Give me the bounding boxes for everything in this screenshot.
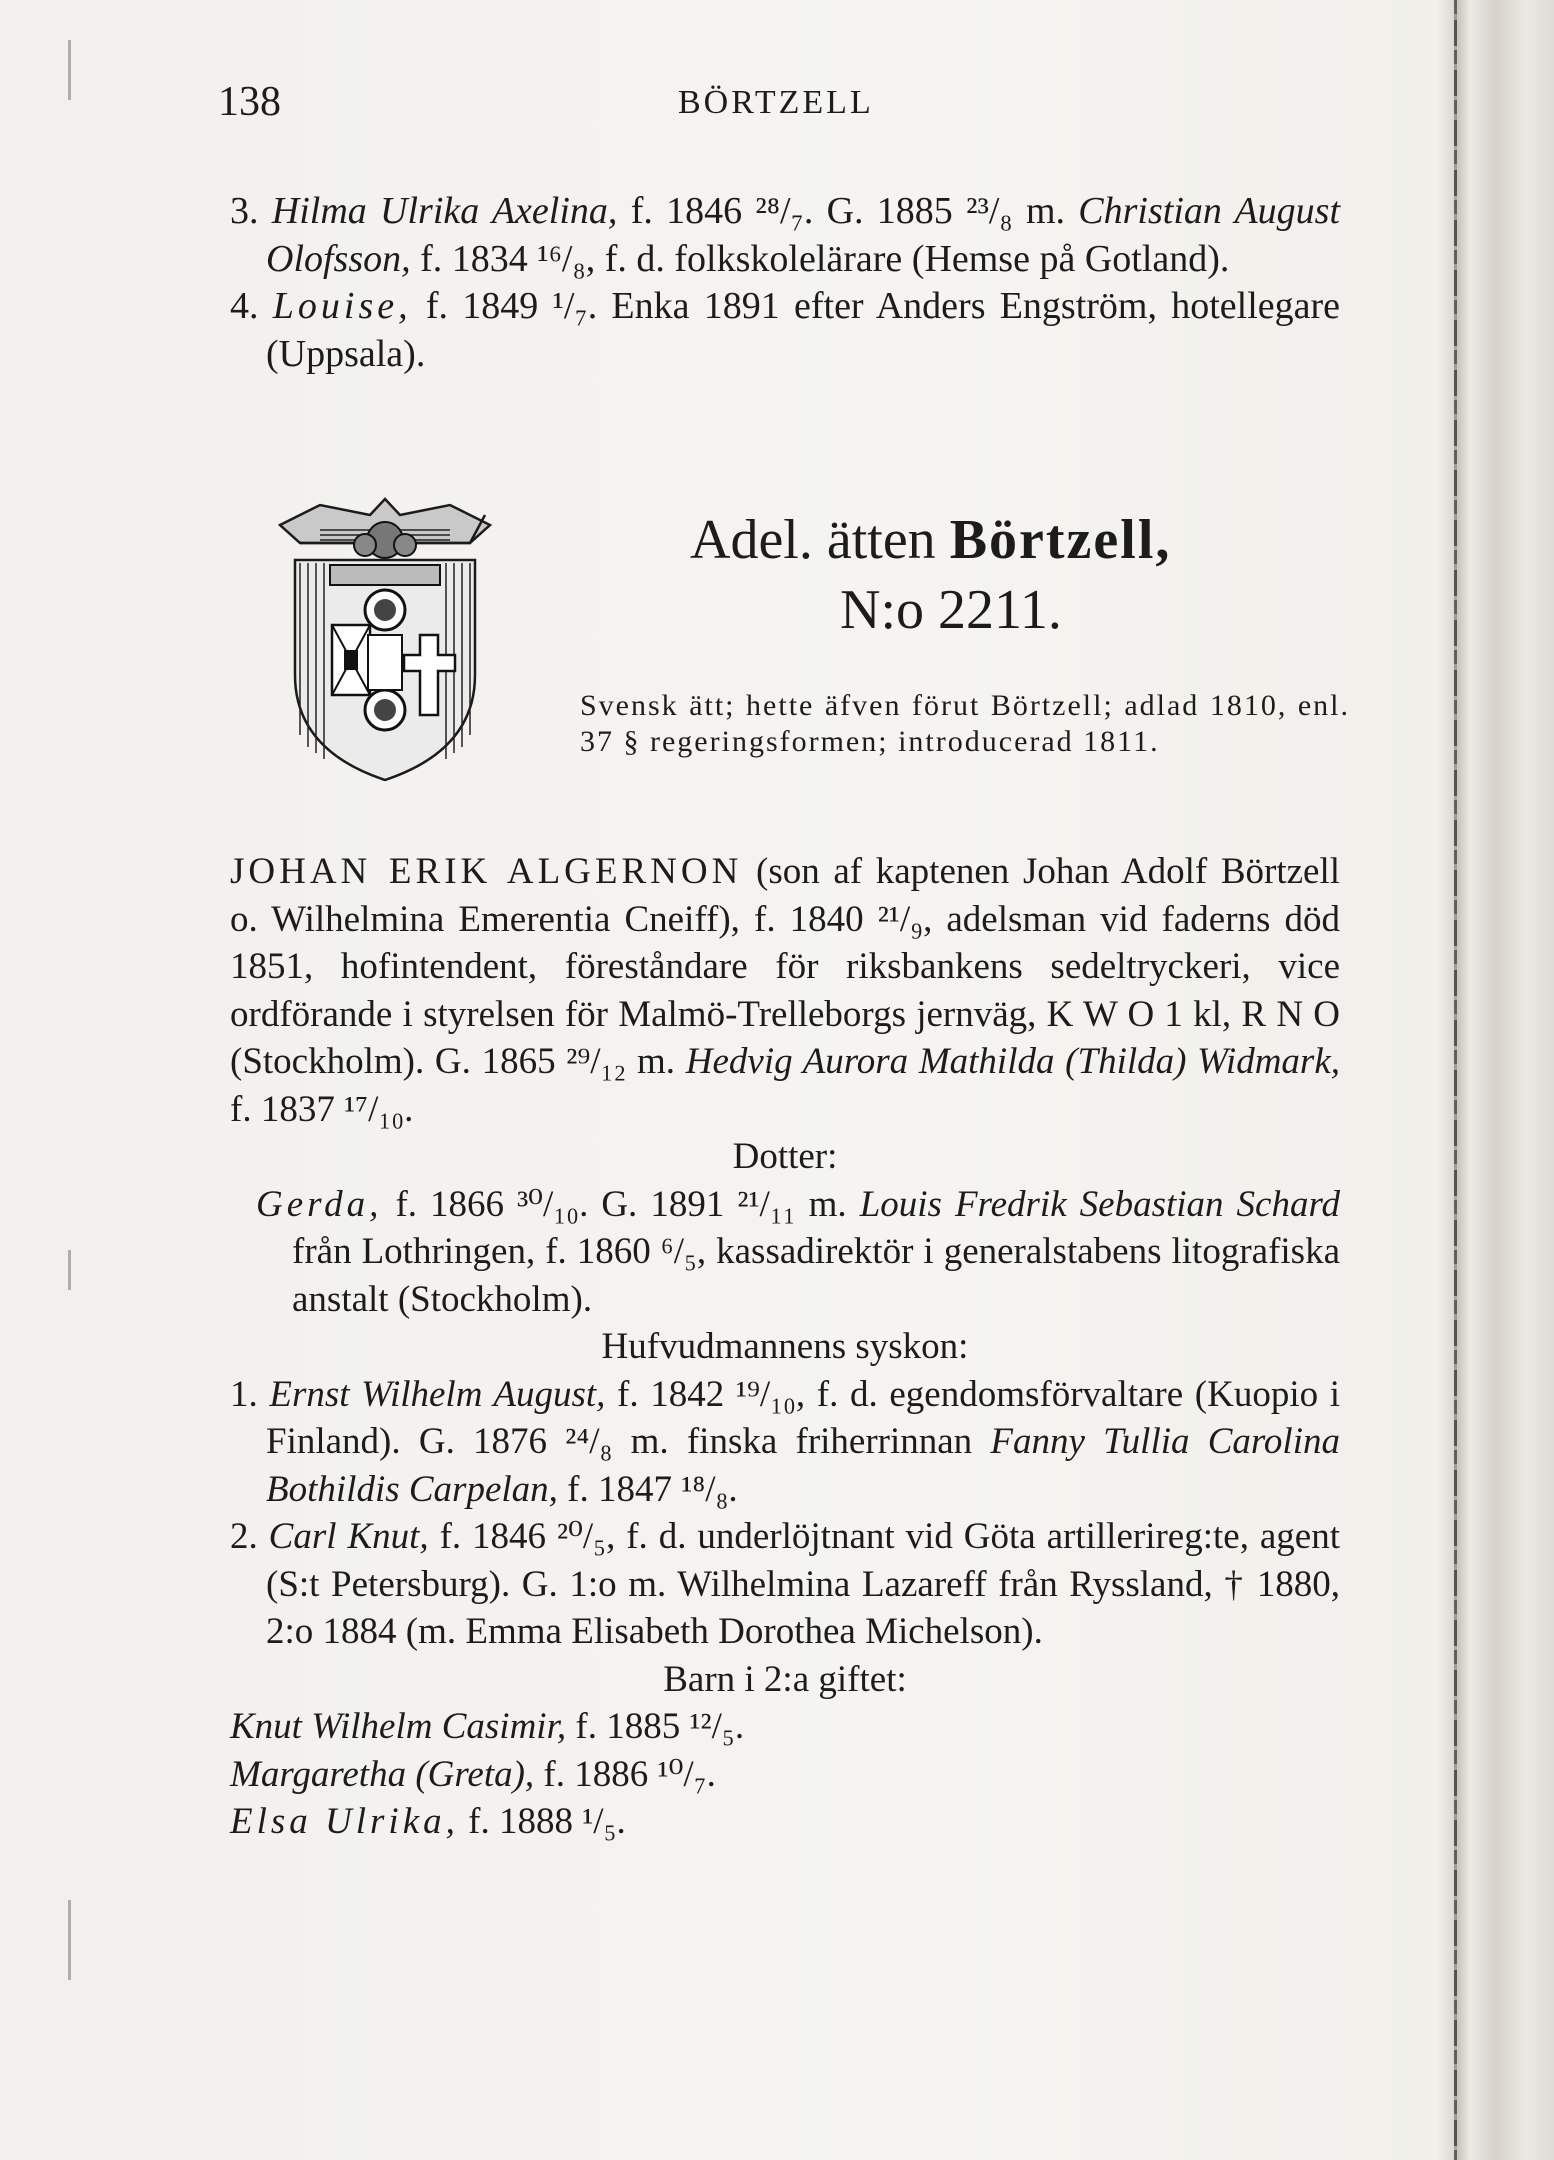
page-number: 138 xyxy=(218,79,281,125)
sibling-name: Ernst Wilhelm August, xyxy=(269,1373,606,1415)
scan-edge-mark xyxy=(68,1250,71,1290)
spouse-name: Hedvig Aurora Mathilda (Thilda) Widmark, xyxy=(685,1041,1340,1082)
family-note: Svensk ätt; hette äfven förut Börtzell; adlad 1810, enl. 37 § regeringsformen; introducerad 1811. xyxy=(580,689,1350,758)
title-prefix: Adel. ätten xyxy=(690,509,936,571)
family-title xyxy=(690,505,1340,645)
scan-edge-mark xyxy=(68,1900,71,1980)
book-spine-shadow xyxy=(1436,0,1554,2160)
section-heading-daughter: Dotter: xyxy=(732,1136,838,1177)
main-body xyxy=(230,848,1340,1846)
spouse-name: Fanny Tullia Carolina Bothildis Carpelan, xyxy=(266,1421,1340,1510)
child-entry-3: 3. Hilma Ulrika Axelina, f. 1846 ²⁸/₇. G. 1885 ²³/₈ m. Christian August Olofsson, f. 1834 ¹⁶/₈, f. d. folkskolelärare (Hemse på Gotland). xyxy=(230,190,1341,280)
child-row: Margaretha (Greta), f. 1886 ¹⁰/₇. xyxy=(230,1753,716,1795)
child-row: Knut Wilhelm Casimir, f. 1885 ¹²/₅. xyxy=(230,1706,745,1747)
section-heading-siblings: Hufvudmannens syskon: xyxy=(601,1326,969,1367)
section-heading-children: Barn i 2:a giftet: xyxy=(663,1658,907,1700)
spouse-name: Christian August Olofsson, xyxy=(266,190,1341,280)
top-children-block xyxy=(230,188,1340,378)
family-name: Börtzell, xyxy=(949,509,1172,571)
scan-edge-mark xyxy=(68,40,71,100)
page-header xyxy=(218,78,1338,128)
sibling-name: Carl Knut, xyxy=(268,1516,429,1557)
head-of-family-entry: JOHAN ERIK ALGERNON (son af kaptenen Johan Adolf Börtzell o. Wilhelmina Emerentia Cneiff), f. 1840 ²¹/₉, adelsman vid faderns död 1851, hofintendent, föreståndare för riksbankens sedeltryckeri, vice ordförande i styrelsen för Malmö-Trelleborgs jernväg, K W O 1 kl, R N O (Stockholm). G. 1865 ²⁹/₁₂ m. Hedvig Aurora Mathilda (Thilda) Widmark, f. 1837 ¹⁷/₁₀. xyxy=(230,851,1341,1130)
sibling-entry-1: 1. Ernst Wilhelm August, f. 1842 ¹⁹/₁₀, f. d. egendomsförvaltare (Kuopio i Finland). G. 1876 ²⁴/₈ m. finska friherrinnan Fanny Tullia Carolina Bothildis Carpelan, f. 1847 ¹⁸/₈. xyxy=(230,1373,1341,1510)
spouse-name: Louis Fredrik Sebastian Schard xyxy=(859,1183,1341,1225)
child-name: Louise, xyxy=(272,285,412,327)
family-number: N:o 2211. xyxy=(840,579,1062,641)
running-head: BÖRTZELL xyxy=(678,84,874,121)
daughter-name: Gerda, xyxy=(256,1183,383,1225)
daughter-entry: Gerda, f. 1866 ³⁰/₁₀. G. 1891 ²¹/₁₁ m. Louis Fredrik Sebastian Schard från Lothringen, f. 1860 ⁶/₅, kassadirektör i generalstabens litografiska anstalt (Stockholm). xyxy=(256,1183,1341,1320)
child-row: Elsa Ulrika, f. 1888 ¹/₅. xyxy=(230,1801,626,1842)
coat-of-arms-icon xyxy=(260,485,510,785)
child-entry-4: 4. Louise, f. 1849 ¹/₇. Enka 1891 efter Anders Engström, hotellegare (Uppsala). xyxy=(230,285,1341,375)
child-name: Margaretha (Greta), xyxy=(230,1753,535,1795)
sibling-entry-2: 2. Carl Knut, f. 1846 ²⁰/₅, f. d. underlöjtnant vid Göta artillerireg:te, agent (S:t Petersburg). G. 1:o m. Wilhelmina Lazareff från Ryssland, † 1880, 2:o 1884 (m. Emma Elisabeth Dorothea Michelson). xyxy=(230,1516,1341,1652)
child-name: Knut Wilhelm Casimir, xyxy=(230,1706,567,1747)
child-name: Hilma Ulrika Axelina, xyxy=(271,190,618,232)
child-name: Elsa Ulrika, xyxy=(230,1801,459,1842)
head-of-family-name: JOHAN ERIK ALGERNON xyxy=(230,851,743,892)
